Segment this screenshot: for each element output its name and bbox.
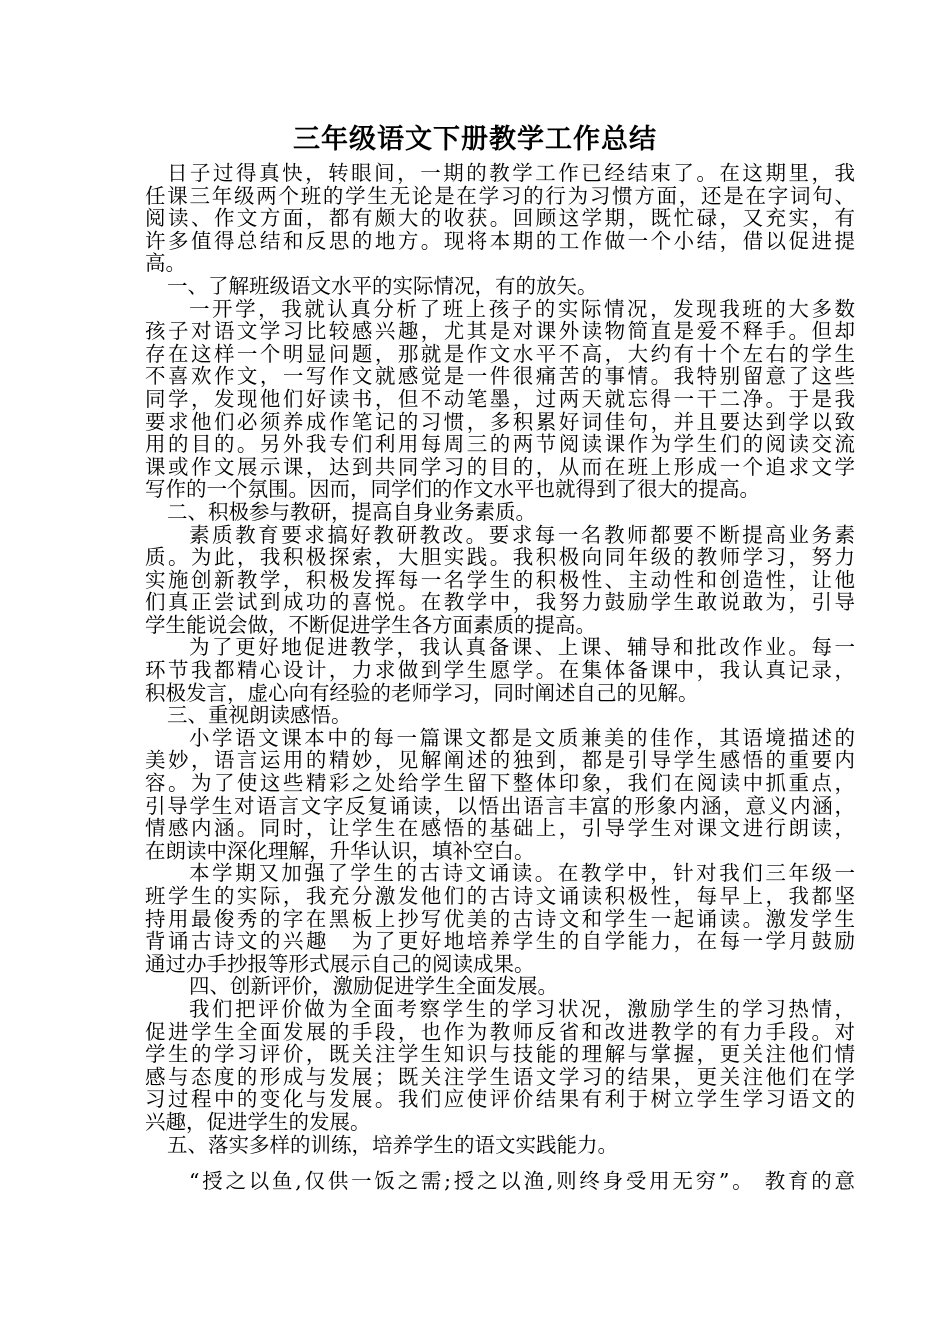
text-line: 促进学生全面发展的手段，也作为教师反省和改进教学的有力手段。对 <box>145 1020 855 1044</box>
text-line: 课或作文展示课，达到共同学习的目的，从而在班上形成一个追求文学 <box>145 455 855 479</box>
text-line: 学生的学习评价，既关注学生知识与技能的理解与掌握，更关注他们情 <box>145 1043 855 1066</box>
text-line: “授之以鱼,仅供一饭之需;授之以渔,则终身受用无穷”。 教育的意 <box>189 1170 855 1193</box>
text-line: 容。为了使这些精彩之处给学生留下整体印象，我们在阅读中抓重点， <box>145 772 855 795</box>
document-body <box>145 162 855 1193</box>
text-line: 实施创新教学，积极发挥每一名学生的积极性、主动性和创造性，让他 <box>145 568 855 592</box>
text-line: 同学，发现他们好读书，但不动笔墨，过两天就忘得一干二净。于是我 <box>145 387 855 411</box>
text-line: 在朗读中深化理解，升华认识，填补空白。 <box>145 839 535 863</box>
text-line: 四、创新评价，激励促进学生全面发展。 <box>189 975 558 998</box>
text-line: 学生能说会做，不断促进学生各方面素质的提高。 <box>145 613 596 637</box>
text-line: 环节我都精心设计，力求做到学生愿学。在集体备课中，我认真记录， <box>145 659 855 682</box>
text-line: 美妙，语言运用的精妙，见解阐述的独到，都是引导学生感悟的重要内 <box>145 749 855 773</box>
text-line: 背诵古诗文的兴趣 为了更好地培养学生的自学能力，在每一学月鼓励 <box>145 930 855 953</box>
text-line: 写作的一个氛围。因而，同学们的作文水平也就得到了很大的提高。 <box>145 478 760 501</box>
text-line: 班学生的实际，我充分激发他们的古诗文诵读积极性，每早上，我都坚 <box>145 885 855 908</box>
text-line: 通过办手抄报等形式展示自己的阅读成果。 <box>145 952 535 976</box>
text-line: 积极发言，虚心向有经验的老师学习，同时阐述自己的见解。 <box>145 681 699 705</box>
text-line: 情感内涵。同时，让学生在感悟的基础上，引导学生对课文进行朗读， <box>145 817 855 840</box>
text-line: 感与态度的形成与发展；既关注学生语文学习的结果，更关注他们在学 <box>145 1065 855 1089</box>
text-line: 质。为此，我积极探索，大胆实践。我积极向同年级的教师学习，努力 <box>145 546 855 569</box>
document-title: 三年级语文下册教学工作总结 <box>293 124 657 155</box>
text-line: 小学语文课本中的每一篇课文都是文质兼美的佳作，其语境描述的 <box>189 726 855 750</box>
text-line: 二、积极参与教研，提高自身业务素质。 <box>167 500 536 524</box>
text-line: 三、重视朗读感悟。 <box>167 704 352 727</box>
text-line: 一、了解班级语文水平的实际情况，有的放矢。 <box>167 274 598 298</box>
text-line: 素质教育要求搞好教研教改。要求每一名教师都要不断提高业务素 <box>189 523 855 547</box>
text-line: 阅读、作文方面，都有颇大的收获。回顾这学期，既忙碌，又充实，有 <box>145 207 855 230</box>
text-line: 们真正尝试到成功的喜悦。在教学中，我努力鼓励学生敢说敢为，引导 <box>145 591 855 614</box>
text-line: 孩子对语文学习比较感兴趣，尤其是对课外读物简直是爱不释手。但却 <box>145 320 855 343</box>
text-line: 本学期又加强了学生的古诗文诵读。在教学中，针对我们三年级一 <box>189 862 855 885</box>
text-line: 持用最俊秀的字在黑板上抄写优美的古诗文和学生一起诵读。激发学生 <box>145 907 855 931</box>
text-line: 用的目的。另外我专们利用每周三的两节阅读课作为学生们的阅读交流 <box>145 433 855 456</box>
text-line: 兴趣，促进学生的发展。 <box>145 1110 371 1134</box>
text-line: 一开学，我就认真分析了班上孩子的实际情况，发现我班的大多数 <box>189 297 855 321</box>
text-line: 高。 <box>145 252 186 275</box>
text-line: 要求他们必须养成作笔记的习惯，多积累好词佳句，并且要达到学以致 <box>145 410 855 434</box>
text-line: 我们把评价做为全面考察学生的学习状况，激励学生的学习热情， <box>189 997 855 1021</box>
text-line: 为了更好地促进教学，我认真备课、上课、辅导和批改作业。每一 <box>189 636 855 660</box>
text-line: 日子过得真快，转眼间，一期的教学工作已经结束了。在这期里，我 <box>167 162 855 185</box>
text-line: 不喜欢作文，一写作文就感觉是一件很痛苦的事情。我特别留意了这些 <box>145 365 855 388</box>
paragraph-gap <box>145 1156 855 1170</box>
text-line: 任课三年级两个班的学生无论是在学习的行为习惯方面，还是在字词句、 <box>145 184 855 208</box>
text-line: 习过程中的变化与发展。我们应使评价结果有利于树立学生学习语文的 <box>145 1088 855 1111</box>
text-line: 引导学生对语言文字反复诵读，以悟出语言丰富的形象内涵，意义内涵， <box>145 794 855 818</box>
text-line: 许多值得总结和反思的地方。现将本期的工作做一个小结，借以促进提 <box>145 229 855 253</box>
text-line: 存在这样一个明显问题，那就是作文水平不高，大约有十个左右的学生 <box>145 342 855 366</box>
text-line: 五、落实多样的训练，培养学生的语文实践能力。 <box>167 1133 618 1157</box>
